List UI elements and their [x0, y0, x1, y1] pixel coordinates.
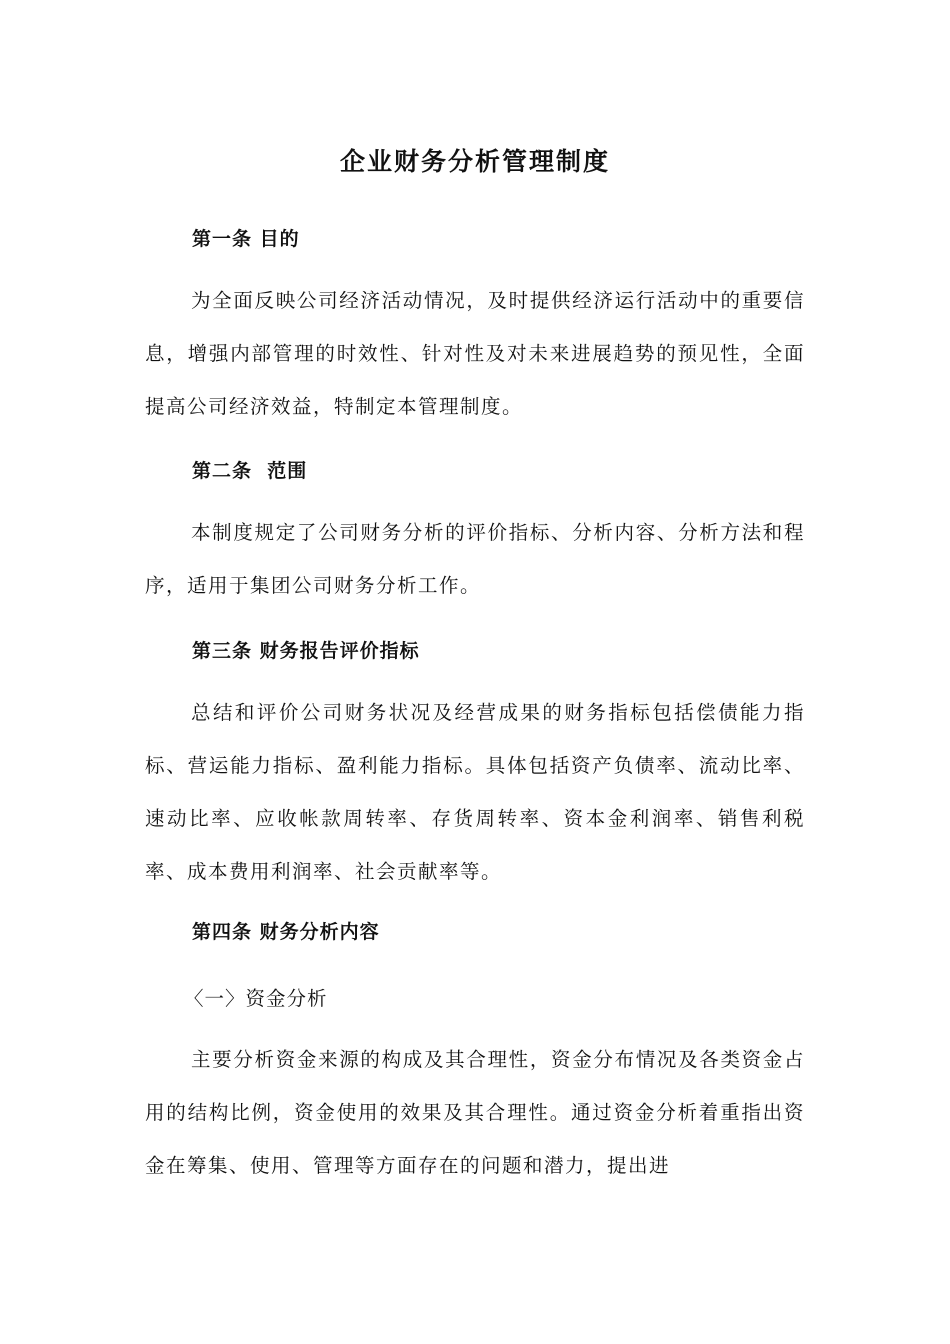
section-2-heading: 第二条 范围: [192, 460, 308, 482]
section-4-subheading: 〈一〉资金分析: [184, 987, 328, 1010]
section-4-heading: 第四条 财务分析内容: [192, 921, 380, 943]
section-2-paragraph: 本制度规定了公司财务分析的评价指标、分析内容、分析方法和程序，适用于集团公司财务分析工作。: [145, 521, 805, 597]
section-4-paragraph: 主要分析资金来源的构成及其合理性，资金分布情况及各类资金占用的结构比例，资金使用的效果及其合理性。通过资金分析着重指出资金在筹集、使用、管理等方面存在的问题和潜力，提出进: [145, 1048, 805, 1177]
section-3-heading: 第三条 财务报告评价指标: [192, 640, 420, 662]
section-1-paragraph: 为全面反映公司经济活动情况，及时提供经济运行活动中的重要信息，增强内部管理的时效性、针对性及对未来进展趋势的预见性，全面提高公司经济效益，特制定本管理制度。: [145, 289, 805, 418]
section-3-paragraph: 总结和评价公司财务状况及经营成果的财务指标包括偿债能力指标、营运能力指标、盈利能力指标。具体包括资产负债率、流动比率、速动比率、应收帐款周转率、存货周转率、资本金利润率、销售利税率、成本费用利润率、社会贡献率等。: [145, 701, 805, 883]
section-1-heading: 第一条 目的: [192, 228, 300, 250]
document-title: 企业财务分析管理制度: [339, 147, 610, 176]
